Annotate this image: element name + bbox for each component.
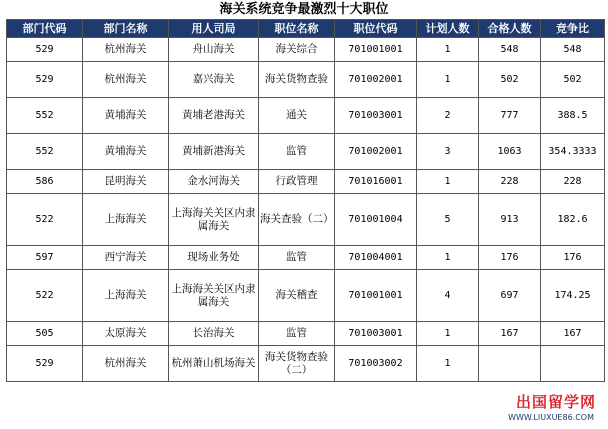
position-code-cell: 701016001 <box>335 170 417 194</box>
bureau-cell: 嘉兴海关 <box>169 62 259 98</box>
header-position-name: 职位名称 <box>259 20 335 38</box>
table-row <box>7 270 605 322</box>
header-plan-count: 计划人数 <box>417 20 479 38</box>
competition-ratio-cell: 354.3333 <box>541 134 605 170</box>
table-row <box>7 346 605 382</box>
table-row <box>7 322 605 346</box>
table-row <box>7 246 605 270</box>
position-code-cell: 701001004 <box>335 194 417 246</box>
position-code-cell: 701003002 <box>335 346 417 382</box>
position-name-cell: 海关货物查验（二） <box>259 346 335 382</box>
positions-table <box>6 19 605 382</box>
dept-name-cell: 黄埔海关 <box>83 98 169 134</box>
plan-count-cell: 1 <box>417 38 479 62</box>
position-name-cell: 通关 <box>259 98 335 134</box>
site-watermark <box>492 394 604 426</box>
plan-count-cell: 2 <box>417 98 479 134</box>
competition-ratio-cell: 388.5 <box>541 98 605 134</box>
position-name-cell: 海关综合 <box>259 38 335 62</box>
position-name-cell: 海关稽查 <box>259 270 335 322</box>
plan-count-cell: 1 <box>417 170 479 194</box>
table-row <box>7 98 605 134</box>
header-position-code: 职位代码 <box>335 20 417 38</box>
qualified-count-cell <box>479 346 541 382</box>
qualified-count-cell: 502 <box>479 62 541 98</box>
qualified-count-cell: 1063 <box>479 134 541 170</box>
dept-code-cell: 597 <box>7 246 83 270</box>
position-code-cell: 701001001 <box>335 38 417 62</box>
position-name-cell: 监管 <box>259 322 335 346</box>
page-title: 海关系统竞争最激烈十大职位 <box>219 2 389 17</box>
competition-ratio-cell: 548 <box>541 38 605 62</box>
dept-name-cell: 上海海关 <box>83 270 169 322</box>
bureau-cell: 金水河海关 <box>169 170 259 194</box>
qualified-count-cell: 548 <box>479 38 541 62</box>
plan-count-cell: 5 <box>417 194 479 246</box>
plan-count-cell: 1 <box>417 62 479 98</box>
dept-name-cell: 杭州海关 <box>83 38 169 62</box>
dept-name-cell: 上海海关 <box>83 194 169 246</box>
qualified-count-cell: 697 <box>479 270 541 322</box>
competition-ratio-cell: 176 <box>541 246 605 270</box>
plan-count-cell: 3 <box>417 134 479 170</box>
dept-name-cell: 杭州海关 <box>83 346 169 382</box>
table-row <box>7 170 605 194</box>
position-name-cell: 监管 <box>259 246 335 270</box>
watermark-url-text: WWW.LIUXUE86.COM <box>508 413 594 422</box>
dept-code-cell: 522 <box>7 194 83 246</box>
qualified-count-cell: 913 <box>479 194 541 246</box>
dept-name-cell: 昆明海关 <box>83 170 169 194</box>
header-qualified-count: 合格人数 <box>479 20 541 38</box>
competition-ratio-cell: 167 <box>541 322 605 346</box>
dept-code-cell: 522 <box>7 270 83 322</box>
position-code-cell: 701003001 <box>335 98 417 134</box>
position-code-cell: 701003001 <box>335 322 417 346</box>
qualified-count-cell: 777 <box>479 98 541 134</box>
dept-code-cell: 552 <box>7 134 83 170</box>
qualified-count-cell: 176 <box>479 246 541 270</box>
dept-code-cell: 529 <box>7 62 83 98</box>
qualified-count-cell: 228 <box>479 170 541 194</box>
dept-name-cell: 黄埔海关 <box>83 134 169 170</box>
position-name-cell: 海关货物查验 <box>259 62 335 98</box>
table-row <box>7 38 605 62</box>
position-code-cell: 701004001 <box>335 246 417 270</box>
watermark-logo-text: 出国留学网 <box>515 393 596 411</box>
bureau-cell: 黄埔新港海关 <box>169 134 259 170</box>
position-code-cell: 701002001 <box>335 134 417 170</box>
dept-code-cell: 586 <box>7 170 83 194</box>
plan-count-cell: 1 <box>417 322 479 346</box>
header-bureau: 用人司局 <box>169 20 259 38</box>
competition-ratio-cell: 228 <box>541 170 605 194</box>
plan-count-cell: 1 <box>417 246 479 270</box>
bureau-cell: 上海海关关区内隶属海关 <box>169 270 259 322</box>
bureau-cell: 上海海关关区内隶属海关 <box>169 194 259 246</box>
competition-ratio-cell: 174.25 <box>541 270 605 322</box>
bureau-cell: 黄埔老港海关 <box>169 98 259 134</box>
header-competition-ratio: 竞争比 <box>541 20 605 38</box>
table-row <box>7 62 605 98</box>
plan-count-cell: 1 <box>417 346 479 382</box>
position-name-cell: 监管 <box>259 134 335 170</box>
dept-name-cell: 杭州海关 <box>83 62 169 98</box>
table-row <box>7 194 605 246</box>
dept-code-cell: 529 <box>7 346 83 382</box>
dept-name-cell: 太原海关 <box>83 322 169 346</box>
dept-code-cell: 552 <box>7 98 83 134</box>
dept-code-cell: 529 <box>7 38 83 62</box>
bureau-cell: 舟山海关 <box>169 38 259 62</box>
bureau-cell: 现场业务处 <box>169 246 259 270</box>
position-name-cell: 行政管理 <box>259 170 335 194</box>
competition-ratio-cell: 182.6 <box>541 194 605 246</box>
position-name-cell: 海关查验（二） <box>259 194 335 246</box>
bureau-cell: 长治海关 <box>169 322 259 346</box>
table-row <box>7 134 605 170</box>
dept-code-cell: 505 <box>7 322 83 346</box>
plan-count-cell: 4 <box>417 270 479 322</box>
qualified-count-cell: 167 <box>479 322 541 346</box>
header-dept-name: 部门名称 <box>83 20 169 38</box>
competition-ratio-cell: 502 <box>541 62 605 98</box>
bureau-cell: 杭州萧山机场海关 <box>169 346 259 382</box>
position-code-cell: 701001001 <box>335 270 417 322</box>
table-header-row <box>7 20 605 38</box>
dept-name-cell: 西宁海关 <box>83 246 169 270</box>
header-dept-code: 部门代码 <box>7 20 83 38</box>
competition-ratio-cell <box>541 346 605 382</box>
position-code-cell: 701002001 <box>335 62 417 98</box>
